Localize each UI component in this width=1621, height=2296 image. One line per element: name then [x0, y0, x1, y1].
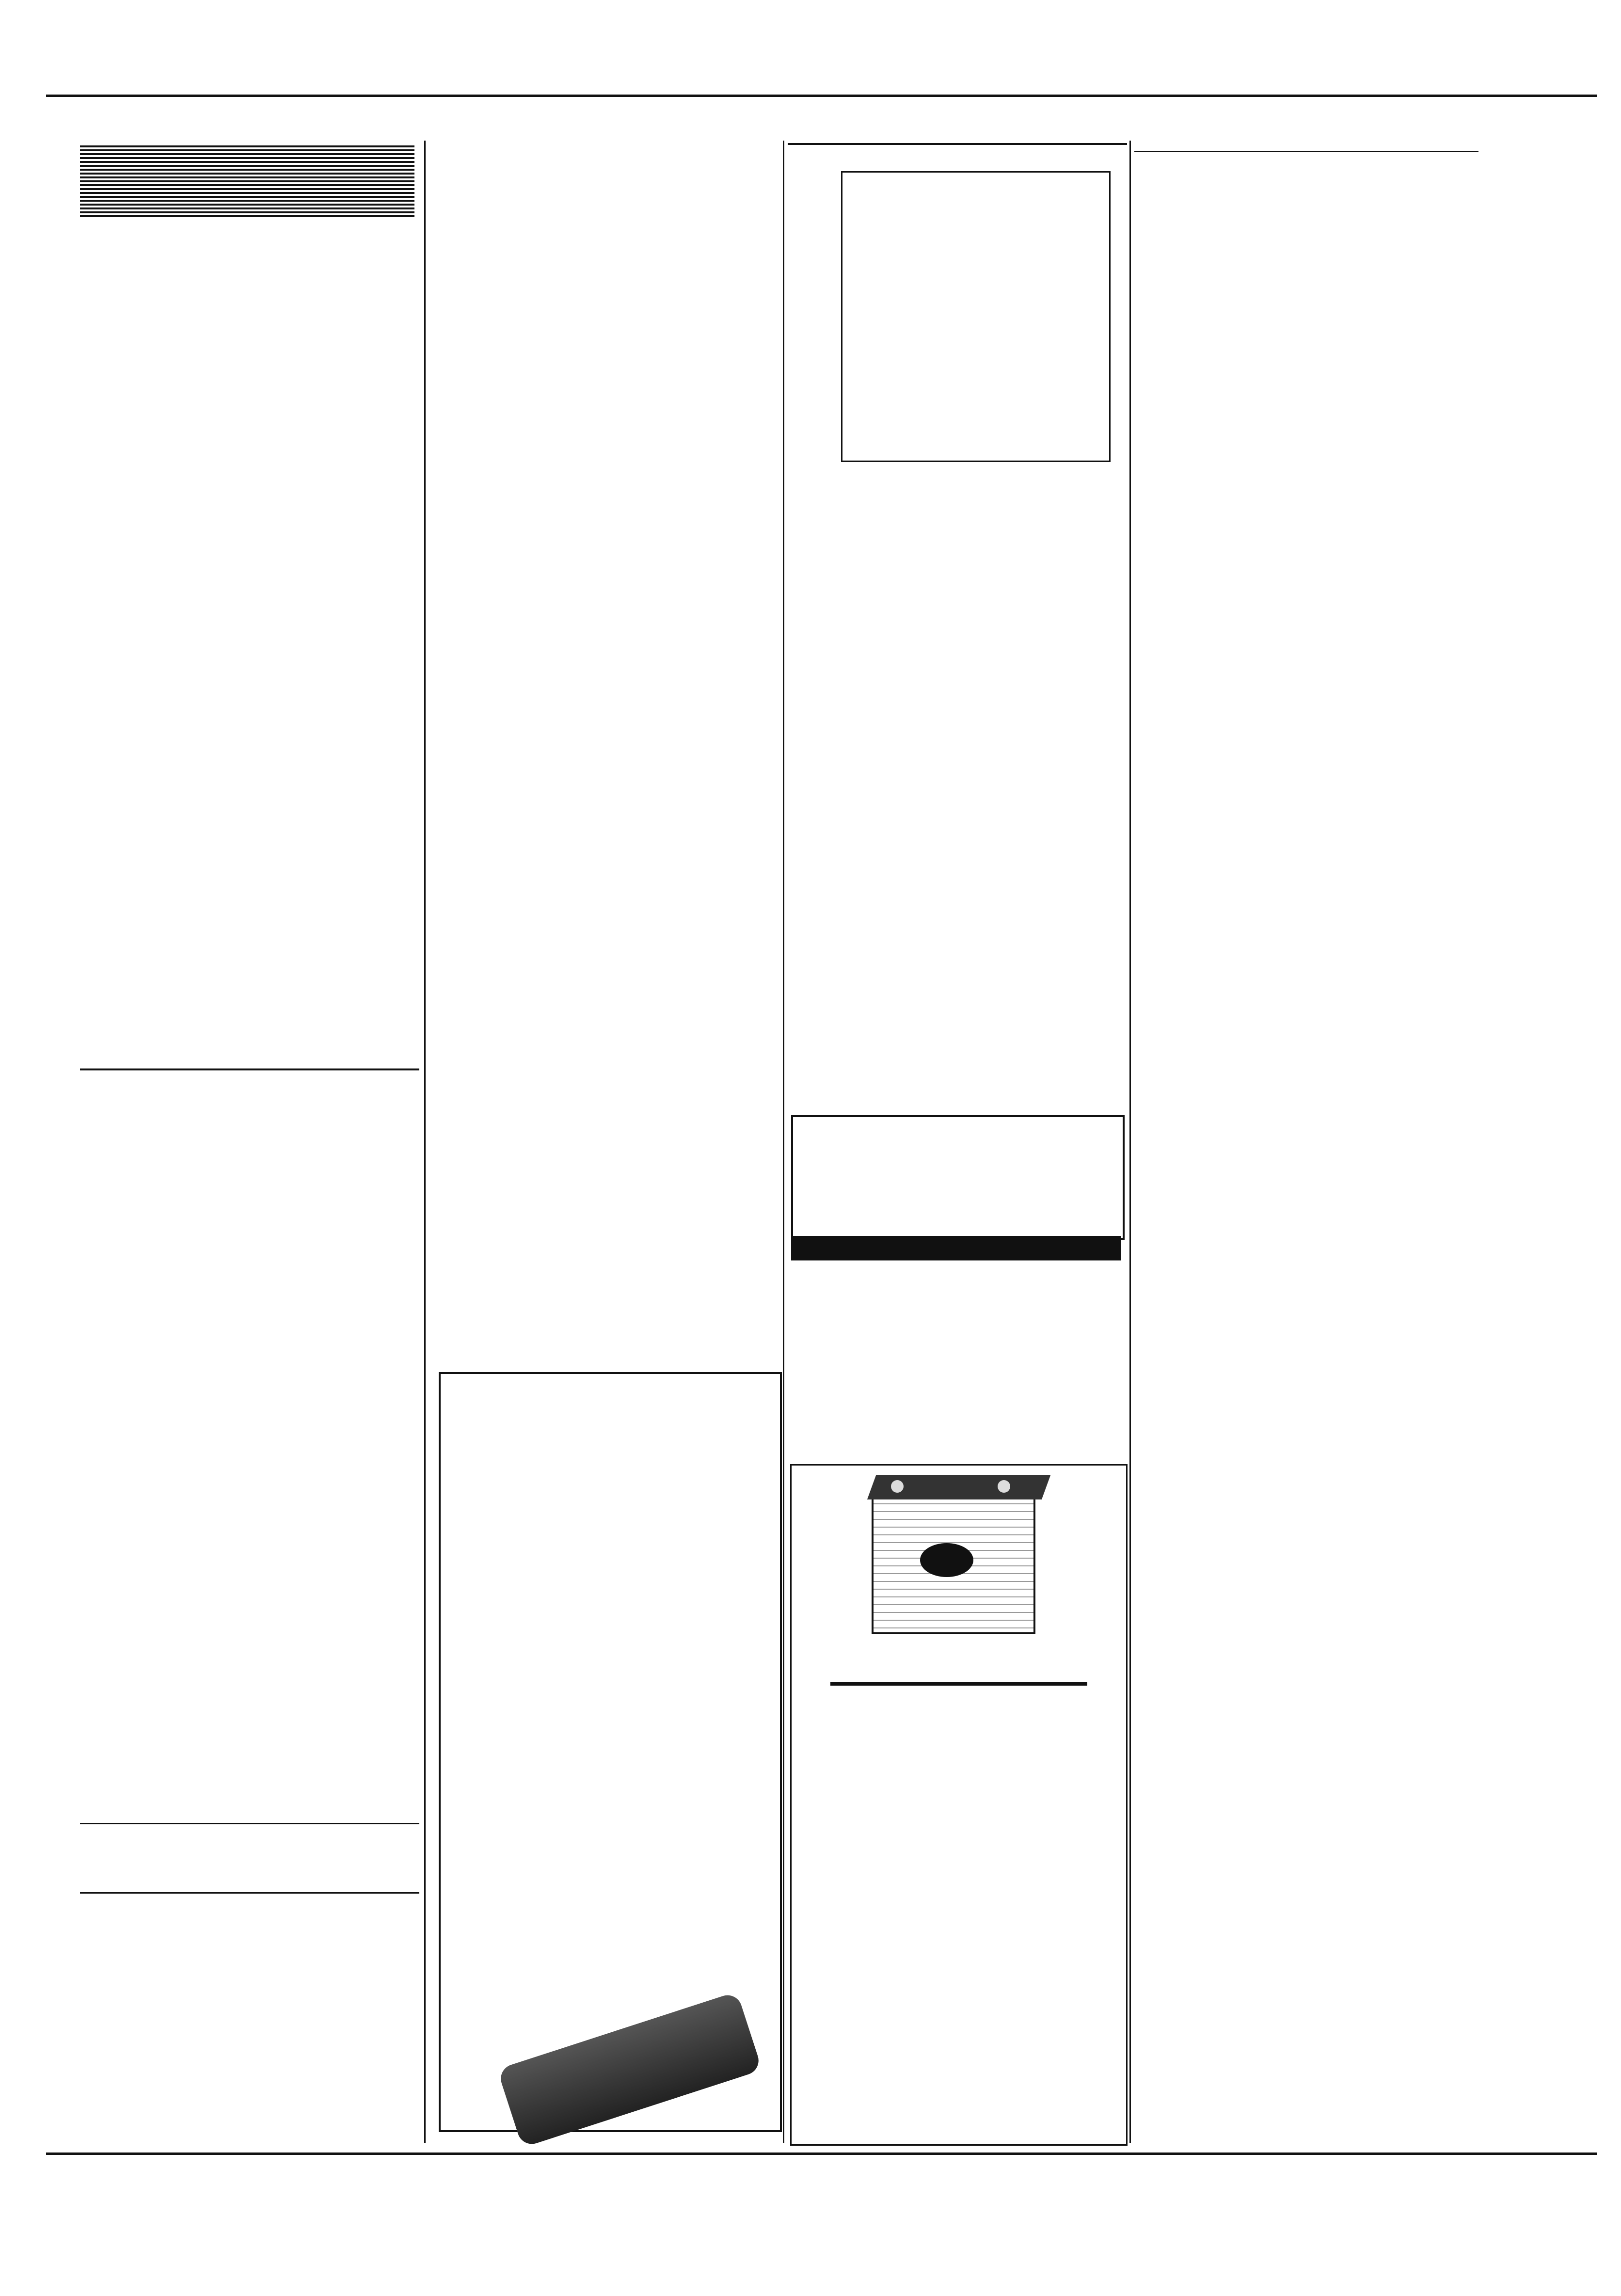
- vinhos-section: [788, 1270, 1127, 1273]
- crossword-title: [788, 143, 1127, 145]
- varta-equip: [792, 1664, 1126, 1674]
- barbeia-title: [441, 1374, 780, 1388]
- obesyl-text2: [80, 1900, 419, 1903]
- battery-illustration: [862, 1475, 1056, 1635]
- col-divider-2: [783, 141, 784, 2143]
- sociedade-heading: [1134, 151, 1478, 157]
- glider-tube-label: [497, 1992, 741, 2083]
- barbeia-sub: [441, 1388, 780, 1393]
- camisas-ad: [791, 1115, 1125, 1240]
- bolsa-section: [80, 1067, 419, 1073]
- barbeia-ad: [439, 1372, 782, 2132]
- varta-brand-2: [830, 1682, 1087, 1686]
- col-divider-3: [1129, 141, 1131, 2143]
- glider-tube: [497, 1992, 762, 2148]
- crossword-section: [788, 143, 1127, 472]
- logo-banner: [80, 145, 414, 218]
- battery-label: [920, 1543, 973, 1577]
- armisticio-section: [1134, 143, 1478, 159]
- varta-product: [792, 1655, 1126, 1664]
- bolsa-header: [80, 1068, 419, 1070]
- col-divider-1: [424, 141, 426, 2143]
- bottom-rule: [46, 2152, 1597, 2155]
- camisas-address: [791, 1236, 1121, 1260]
- burnay-ad: [80, 1823, 419, 1894]
- top-rule: [46, 95, 1597, 97]
- varta-ad: [790, 1464, 1128, 2146]
- cartaz-section: [431, 223, 780, 227]
- crossword-grid: [841, 171, 1111, 462]
- weather-section: [80, 223, 419, 225]
- obesyl-ad: [80, 1900, 419, 2143]
